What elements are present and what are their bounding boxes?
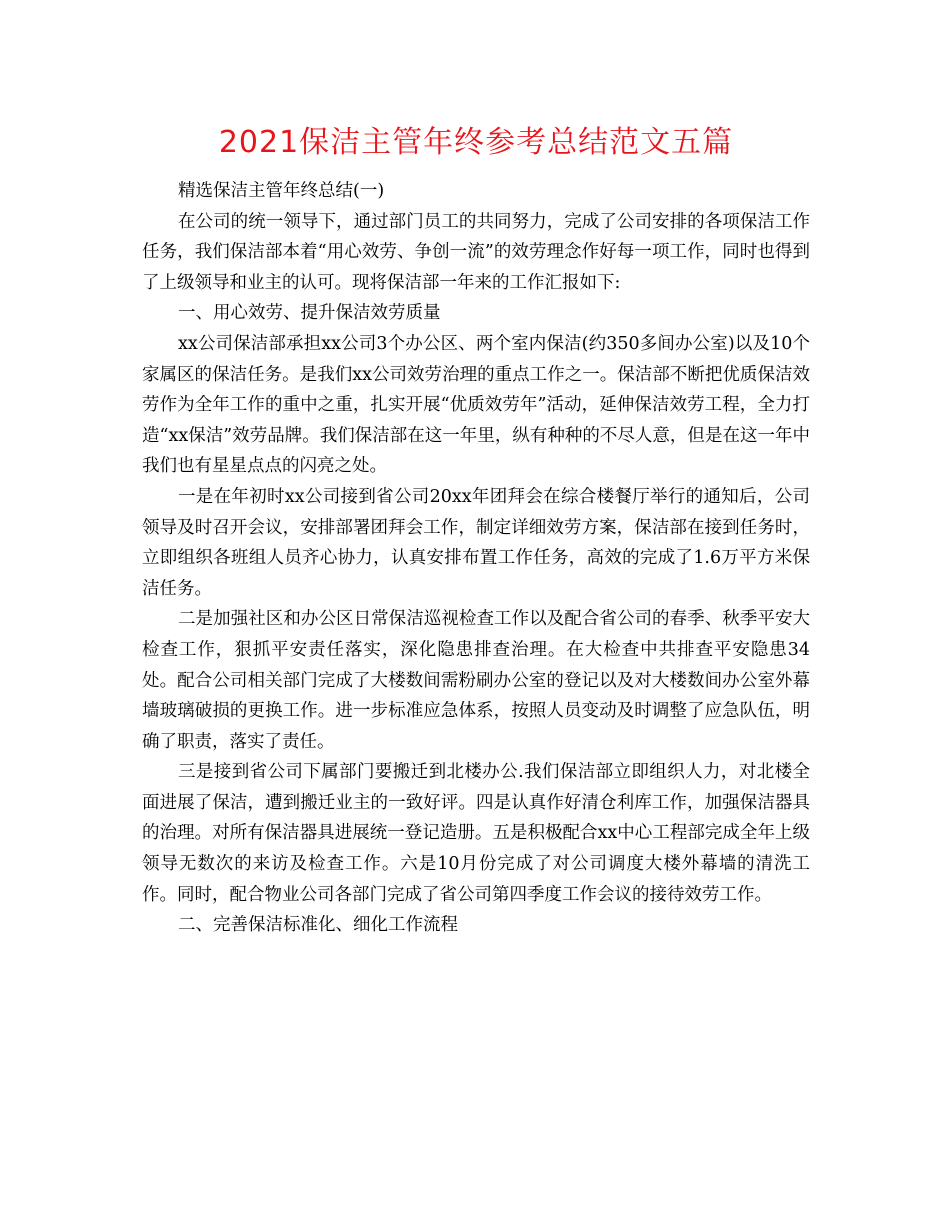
section-heading-2: 二、完善保洁标准化、细化工作流程 <box>178 915 458 936</box>
document-title: 2021保洁主管年终参考总结范文五篇 <box>218 125 734 160</box>
section-heading-1: 一、用心效劳、提升保洁效劳质量 <box>178 303 441 324</box>
paragraph-item-1: 一是在年初时xx公司接到省公司20xx年团拜会在综合楼餐厅举行的通知后，公司领导及时召开会议，安排部署团拜会工作，制定详细效劳方案，保洁部在接到任务时，立即组织各班组人员齐心协力，认真安排布置工作任务，高效的完成了1.6万平方米保洁任务。 <box>142 486 810 599</box>
paragraph-overview: xx公司保洁部承担xx公司3个办公区、两个室内保洁(约350多间办公室)以及10个家属区的保洁任务。是我们xx公司效劳治理的重点工作之一。保洁部不断把优质保洁效劳作为全年工作的重中之重，扎实开展“优质效劳年”活动，延伸保洁效劳工程，全力打造“xx保洁”效劳品牌。我们保洁部在这一年里，纵有种种的不尽人意，但是在这一年中我们也有星星点点的闪亮之处。 <box>142 333 810 477</box>
paragraph-intro: 在公司的统一领导下，通过部门员工的共同努力，完成了公司安排的各项保洁工作任务，我们保洁部本着“用心效劳、争创一流”的效劳理念作好每一项工作，同时也得到了上级领导和业主的认可。现将保洁部一年来的工作汇报如下: <box>142 211 810 293</box>
paragraph-item-3: 三是接到省公司下属部门要搬迁到北楼办公.我们保洁部立即组织人力，对北楼全面进展了保洁，遭到搬迁业主的一致好评。四是认真作好清仓利库工作，加强保洁器具的治理。对所有保洁器具进展统一登记造册。五是积极配合xx中心工程部完成全年上级领导无数次的来访及检查工作。六是10月份完成了对公司调度大楼外幕墙的清洗工作。同时，配合物业公司各部门完成了省公司第四季度工作会议的接待效劳工作。 <box>142 762 810 905</box>
paragraph-subtitle: 精选保洁主管年终总结(一) <box>178 181 385 201</box>
paragraph-item-2: 二是加强社区和办公区日常保洁巡视检查工作以及配合省公司的春季、秋季平安大检查工作，狠抓平安责任落实，深化隐患排查治理。在大检查中共排查平安隐患34处。配合公司相关部门完成了大楼数间需粉刷办公室的登记以及对大楼数间办公室外幕墙玻璃破损的更换工作。进一步标准应急体系，按照人员变动及时调整了应急队伍，明确了职责，落实了责任。 <box>142 609 810 752</box>
document-page <box>142 118 810 941</box>
